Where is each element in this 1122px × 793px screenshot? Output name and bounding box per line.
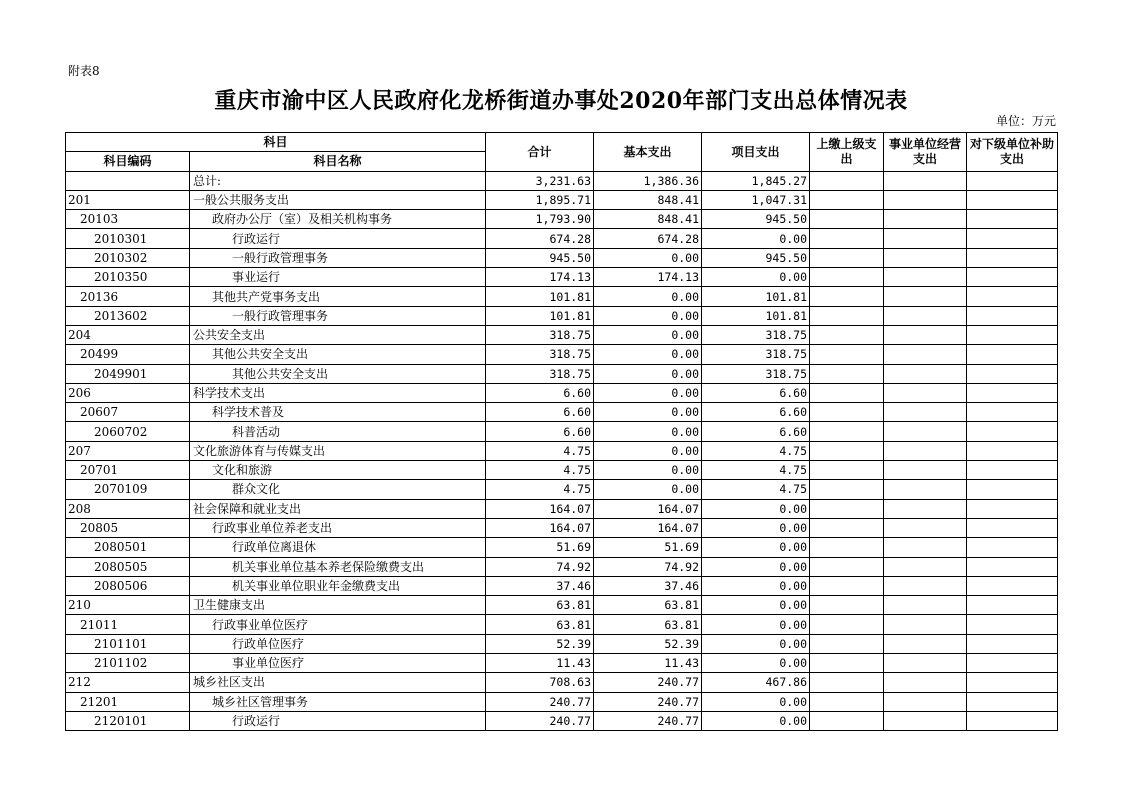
row-project: 0.00 bbox=[702, 634, 810, 653]
row-project: 1,047.31 bbox=[702, 190, 810, 209]
row-code: 20136 bbox=[66, 287, 190, 306]
row-code: 212 bbox=[66, 673, 190, 692]
row-basic: 63.81 bbox=[594, 596, 702, 615]
row-name: 一般行政管理事务 bbox=[190, 248, 486, 267]
row-upper bbox=[810, 268, 884, 287]
row-upper bbox=[810, 615, 884, 634]
row-project: 945.50 bbox=[702, 210, 810, 229]
row-subsidy bbox=[967, 248, 1058, 267]
header-total: 合计 bbox=[486, 133, 594, 172]
row-subsidy bbox=[967, 499, 1058, 518]
row-total: 11.43 bbox=[486, 654, 594, 673]
header-subject: 科目 bbox=[66, 133, 486, 152]
row-business bbox=[884, 364, 967, 383]
row-total: 3,231.63 bbox=[486, 171, 594, 190]
table-body bbox=[66, 171, 1058, 731]
row-code: 2049901 bbox=[66, 364, 190, 383]
row-subsidy bbox=[967, 634, 1058, 653]
table-row bbox=[66, 557, 1058, 576]
row-business bbox=[884, 538, 967, 557]
row-basic: 0.00 bbox=[594, 364, 702, 383]
row-name: 文化旅游体育与传媒支出 bbox=[190, 441, 486, 460]
row-upper bbox=[810, 518, 884, 537]
row-business bbox=[884, 248, 967, 267]
row-name: 事业运行 bbox=[190, 268, 486, 287]
row-project: 0.00 bbox=[702, 692, 810, 711]
row-business bbox=[884, 615, 967, 634]
row-subsidy bbox=[967, 171, 1058, 190]
row-business bbox=[884, 345, 967, 364]
row-name: 政府办公厅（室）及相关机构事务 bbox=[190, 210, 486, 229]
row-subsidy bbox=[967, 210, 1058, 229]
row-subsidy bbox=[967, 596, 1058, 615]
row-total: 240.77 bbox=[486, 711, 594, 730]
table-row bbox=[66, 268, 1058, 287]
row-project: 6.60 bbox=[702, 422, 810, 441]
row-name: 科普活动 bbox=[190, 422, 486, 441]
row-code: 2010301 bbox=[66, 229, 190, 248]
row-business bbox=[884, 692, 967, 711]
row-upper bbox=[810, 325, 884, 344]
table-row bbox=[66, 692, 1058, 711]
row-basic: 0.00 bbox=[594, 480, 702, 499]
row-basic: 0.00 bbox=[594, 461, 702, 480]
header-upper: 上缴上级支出 bbox=[810, 133, 884, 172]
row-total: 52.39 bbox=[486, 634, 594, 653]
row-total: 63.81 bbox=[486, 596, 594, 615]
row-subsidy bbox=[967, 383, 1058, 402]
row-subsidy bbox=[967, 287, 1058, 306]
row-project: 0.00 bbox=[702, 229, 810, 248]
row-basic: 164.07 bbox=[594, 518, 702, 537]
row-total: 708.63 bbox=[486, 673, 594, 692]
row-project: 4.75 bbox=[702, 441, 810, 460]
header-basic: 基本支出 bbox=[594, 133, 702, 172]
row-name: 科学技术支出 bbox=[190, 383, 486, 402]
row-project: 945.50 bbox=[702, 248, 810, 267]
row-business bbox=[884, 654, 967, 673]
row-basic: 74.92 bbox=[594, 557, 702, 576]
row-code: 210 bbox=[66, 596, 190, 615]
table-row bbox=[66, 461, 1058, 480]
row-subsidy bbox=[967, 403, 1058, 422]
row-basic: 37.46 bbox=[594, 576, 702, 595]
table-row bbox=[66, 383, 1058, 402]
row-code: 2010302 bbox=[66, 248, 190, 267]
header-subsidy: 对下级单位补助支出 bbox=[967, 133, 1058, 172]
row-code: 21201 bbox=[66, 692, 190, 711]
table-row bbox=[66, 711, 1058, 730]
row-business bbox=[884, 576, 967, 595]
row-project: 0.00 bbox=[702, 711, 810, 730]
row-upper bbox=[810, 673, 884, 692]
row-upper bbox=[810, 422, 884, 441]
row-name: 行政事业单位医疗 bbox=[190, 615, 486, 634]
row-upper bbox=[810, 345, 884, 364]
row-upper bbox=[810, 248, 884, 267]
row-basic: 174.13 bbox=[594, 268, 702, 287]
row-name: 行政运行 bbox=[190, 711, 486, 730]
row-upper bbox=[810, 364, 884, 383]
table-row bbox=[66, 248, 1058, 267]
row-code: 206 bbox=[66, 383, 190, 402]
header-business: 事业单位经营支出 bbox=[884, 133, 967, 172]
row-total: 318.75 bbox=[486, 364, 594, 383]
row-upper bbox=[810, 711, 884, 730]
row-business bbox=[884, 229, 967, 248]
row-subsidy bbox=[967, 480, 1058, 499]
row-business bbox=[884, 422, 967, 441]
row-upper bbox=[810, 692, 884, 711]
header-code: 科目编码 bbox=[66, 152, 190, 171]
row-total: 6.60 bbox=[486, 383, 594, 402]
row-project: 0.00 bbox=[702, 518, 810, 537]
row-business bbox=[884, 268, 967, 287]
table-row bbox=[66, 325, 1058, 344]
row-basic: 0.00 bbox=[594, 422, 702, 441]
row-business bbox=[884, 480, 967, 499]
row-business bbox=[884, 383, 967, 402]
row-code: 20499 bbox=[66, 345, 190, 364]
row-subsidy bbox=[967, 673, 1058, 692]
row-business bbox=[884, 634, 967, 653]
table-row bbox=[66, 422, 1058, 441]
unit-label: 单位：万元 bbox=[995, 114, 1056, 128]
row-code: 21011 bbox=[66, 615, 190, 634]
row-name: 机关事业单位基本养老保险缴费支出 bbox=[190, 557, 486, 576]
row-upper bbox=[810, 499, 884, 518]
row-business bbox=[884, 673, 967, 692]
row-project: 0.00 bbox=[702, 499, 810, 518]
row-total: 6.60 bbox=[486, 403, 594, 422]
row-basic: 51.69 bbox=[594, 538, 702, 557]
row-name: 总计: bbox=[190, 171, 486, 190]
row-upper bbox=[810, 229, 884, 248]
expenditure-table bbox=[65, 132, 1058, 731]
row-upper bbox=[810, 538, 884, 557]
table-row bbox=[66, 480, 1058, 499]
row-name: 公共安全支出 bbox=[190, 325, 486, 344]
row-name: 事业单位医疗 bbox=[190, 654, 486, 673]
row-total: 37.46 bbox=[486, 576, 594, 595]
row-subsidy bbox=[967, 268, 1058, 287]
row-project: 467.86 bbox=[702, 673, 810, 692]
row-total: 1,793.90 bbox=[486, 210, 594, 229]
row-code: 2080505 bbox=[66, 557, 190, 576]
row-business bbox=[884, 403, 967, 422]
row-name: 行政事业单位养老支出 bbox=[190, 518, 486, 537]
row-upper bbox=[810, 461, 884, 480]
row-project: 0.00 bbox=[702, 557, 810, 576]
row-name: 其他共产党事务支出 bbox=[190, 287, 486, 306]
row-basic: 52.39 bbox=[594, 634, 702, 653]
row-project: 4.75 bbox=[702, 480, 810, 499]
row-basic: 0.00 bbox=[594, 325, 702, 344]
row-project: 0.00 bbox=[702, 615, 810, 634]
row-code: 2070109 bbox=[66, 480, 190, 499]
row-total: 945.50 bbox=[486, 248, 594, 267]
row-total: 318.75 bbox=[486, 325, 594, 344]
row-business bbox=[884, 711, 967, 730]
row-name: 科学技术普及 bbox=[190, 403, 486, 422]
row-total: 164.07 bbox=[486, 518, 594, 537]
row-upper bbox=[810, 576, 884, 595]
row-project: 0.00 bbox=[702, 596, 810, 615]
row-project: 318.75 bbox=[702, 325, 810, 344]
row-business bbox=[884, 499, 967, 518]
row-total: 4.75 bbox=[486, 461, 594, 480]
table-row bbox=[66, 171, 1058, 190]
table-row bbox=[66, 576, 1058, 595]
table-row bbox=[66, 190, 1058, 209]
row-project: 318.75 bbox=[702, 345, 810, 364]
row-basic: 0.00 bbox=[594, 345, 702, 364]
table-row bbox=[66, 403, 1058, 422]
row-name: 机关事业单位职业年金缴费支出 bbox=[190, 576, 486, 595]
row-business bbox=[884, 306, 967, 325]
row-business bbox=[884, 518, 967, 537]
row-name: 行政运行 bbox=[190, 229, 486, 248]
row-name: 其他公共安全支出 bbox=[190, 364, 486, 383]
table-row bbox=[66, 441, 1058, 460]
row-business bbox=[884, 441, 967, 460]
row-business bbox=[884, 171, 967, 190]
row-basic: 240.77 bbox=[594, 673, 702, 692]
row-project: 0.00 bbox=[702, 576, 810, 595]
table-row bbox=[66, 673, 1058, 692]
row-basic: 848.41 bbox=[594, 210, 702, 229]
row-upper bbox=[810, 634, 884, 653]
row-business bbox=[884, 557, 967, 576]
row-code: 2080501 bbox=[66, 538, 190, 557]
row-upper bbox=[810, 190, 884, 209]
row-project: 101.81 bbox=[702, 287, 810, 306]
row-code: 2080506 bbox=[66, 576, 190, 595]
row-upper bbox=[810, 383, 884, 402]
row-subsidy bbox=[967, 325, 1058, 344]
row-subsidy bbox=[967, 576, 1058, 595]
annex-label: 附表8 bbox=[68, 64, 100, 78]
row-basic: 848.41 bbox=[594, 190, 702, 209]
row-upper bbox=[810, 480, 884, 499]
row-subsidy bbox=[967, 654, 1058, 673]
row-subsidy bbox=[967, 711, 1058, 730]
row-subsidy bbox=[967, 692, 1058, 711]
row-name: 城乡社区支出 bbox=[190, 673, 486, 692]
row-subsidy bbox=[967, 345, 1058, 364]
row-basic: 0.00 bbox=[594, 287, 702, 306]
row-name: 群众文化 bbox=[190, 480, 486, 499]
row-name: 行政单位医疗 bbox=[190, 634, 486, 653]
row-business bbox=[884, 461, 967, 480]
row-business bbox=[884, 287, 967, 306]
row-code: 20701 bbox=[66, 461, 190, 480]
row-code bbox=[66, 171, 190, 190]
table-row bbox=[66, 634, 1058, 653]
table-row bbox=[66, 229, 1058, 248]
row-name: 行政单位离退休 bbox=[190, 538, 486, 557]
row-code: 2010350 bbox=[66, 268, 190, 287]
row-upper bbox=[810, 306, 884, 325]
row-total: 101.81 bbox=[486, 306, 594, 325]
row-subsidy bbox=[967, 441, 1058, 460]
row-basic: 63.81 bbox=[594, 615, 702, 634]
row-project: 101.81 bbox=[702, 306, 810, 325]
row-total: 51.69 bbox=[486, 538, 594, 557]
row-project: 0.00 bbox=[702, 654, 810, 673]
row-code: 2013602 bbox=[66, 306, 190, 325]
row-basic: 674.28 bbox=[594, 229, 702, 248]
row-code: 204 bbox=[66, 325, 190, 344]
table-row bbox=[66, 654, 1058, 673]
row-name: 卫生健康支出 bbox=[190, 596, 486, 615]
table-row bbox=[66, 364, 1058, 383]
row-code: 2101102 bbox=[66, 654, 190, 673]
row-upper bbox=[810, 441, 884, 460]
row-total: 1,895.71 bbox=[486, 190, 594, 209]
row-business bbox=[884, 210, 967, 229]
row-basic: 0.00 bbox=[594, 403, 702, 422]
row-project: 0.00 bbox=[702, 268, 810, 287]
row-upper bbox=[810, 171, 884, 190]
row-code: 208 bbox=[66, 499, 190, 518]
row-basic: 0.00 bbox=[594, 383, 702, 402]
row-total: 74.92 bbox=[486, 557, 594, 576]
row-upper bbox=[810, 557, 884, 576]
row-name: 一般公共服务支出 bbox=[190, 190, 486, 209]
row-business bbox=[884, 190, 967, 209]
row-upper bbox=[810, 596, 884, 615]
row-basic: 1,386.36 bbox=[594, 171, 702, 190]
row-name: 文化和旅游 bbox=[190, 461, 486, 480]
page-title: 重庆市渝中区人民政府化龙桥街道办事处2020年部门支出总体情况表 bbox=[214, 88, 908, 114]
row-project: 4.75 bbox=[702, 461, 810, 480]
row-total: 101.81 bbox=[486, 287, 594, 306]
row-total: 63.81 bbox=[486, 615, 594, 634]
row-total: 4.75 bbox=[486, 480, 594, 499]
row-basic: 240.77 bbox=[594, 692, 702, 711]
row-subsidy bbox=[967, 518, 1058, 537]
row-basic: 0.00 bbox=[594, 248, 702, 267]
row-basic: 11.43 bbox=[594, 654, 702, 673]
row-subsidy bbox=[967, 557, 1058, 576]
row-code: 2060702 bbox=[66, 422, 190, 441]
row-basic: 0.00 bbox=[594, 306, 702, 325]
row-total: 4.75 bbox=[486, 441, 594, 460]
row-code: 201 bbox=[66, 190, 190, 209]
row-code: 20103 bbox=[66, 210, 190, 229]
table-row bbox=[66, 210, 1058, 229]
row-name: 其他公共安全支出 bbox=[190, 345, 486, 364]
row-project: 6.60 bbox=[702, 403, 810, 422]
row-subsidy bbox=[967, 461, 1058, 480]
row-subsidy bbox=[967, 364, 1058, 383]
row-subsidy bbox=[967, 538, 1058, 557]
header-project: 项目支出 bbox=[702, 133, 810, 172]
row-project: 318.75 bbox=[702, 364, 810, 383]
row-subsidy bbox=[967, 229, 1058, 248]
row-name: 社会保障和就业支出 bbox=[190, 499, 486, 518]
row-subsidy bbox=[967, 422, 1058, 441]
table-row bbox=[66, 615, 1058, 634]
row-name: 一般行政管理事务 bbox=[190, 306, 486, 325]
row-code: 2120101 bbox=[66, 711, 190, 730]
row-project: 6.60 bbox=[702, 383, 810, 402]
row-total: 164.07 bbox=[486, 499, 594, 518]
row-upper bbox=[810, 287, 884, 306]
table-row bbox=[66, 499, 1058, 518]
row-basic: 0.00 bbox=[594, 441, 702, 460]
row-subsidy bbox=[967, 306, 1058, 325]
row-upper bbox=[810, 654, 884, 673]
table-row bbox=[66, 596, 1058, 615]
table-row bbox=[66, 287, 1058, 306]
row-project: 1,845.27 bbox=[702, 171, 810, 190]
table-row bbox=[66, 306, 1058, 325]
row-upper bbox=[810, 210, 884, 229]
table-row bbox=[66, 518, 1058, 537]
row-project: 0.00 bbox=[702, 538, 810, 557]
row-code: 20607 bbox=[66, 403, 190, 422]
row-code: 207 bbox=[66, 441, 190, 460]
row-business bbox=[884, 325, 967, 344]
row-total: 674.28 bbox=[486, 229, 594, 248]
row-subsidy bbox=[967, 190, 1058, 209]
table-row bbox=[66, 538, 1058, 557]
row-total: 240.77 bbox=[486, 692, 594, 711]
row-code: 2101101 bbox=[66, 634, 190, 653]
row-business bbox=[884, 596, 967, 615]
table-row bbox=[66, 345, 1058, 364]
row-name: 城乡社区管理事务 bbox=[190, 692, 486, 711]
row-total: 174.13 bbox=[486, 268, 594, 287]
header-name: 科目名称 bbox=[190, 152, 486, 171]
row-basic: 240.77 bbox=[594, 711, 702, 730]
row-basic: 164.07 bbox=[594, 499, 702, 518]
row-total: 318.75 bbox=[486, 345, 594, 364]
row-code: 20805 bbox=[66, 518, 190, 537]
row-total: 6.60 bbox=[486, 422, 594, 441]
row-upper bbox=[810, 403, 884, 422]
row-subsidy bbox=[967, 615, 1058, 634]
